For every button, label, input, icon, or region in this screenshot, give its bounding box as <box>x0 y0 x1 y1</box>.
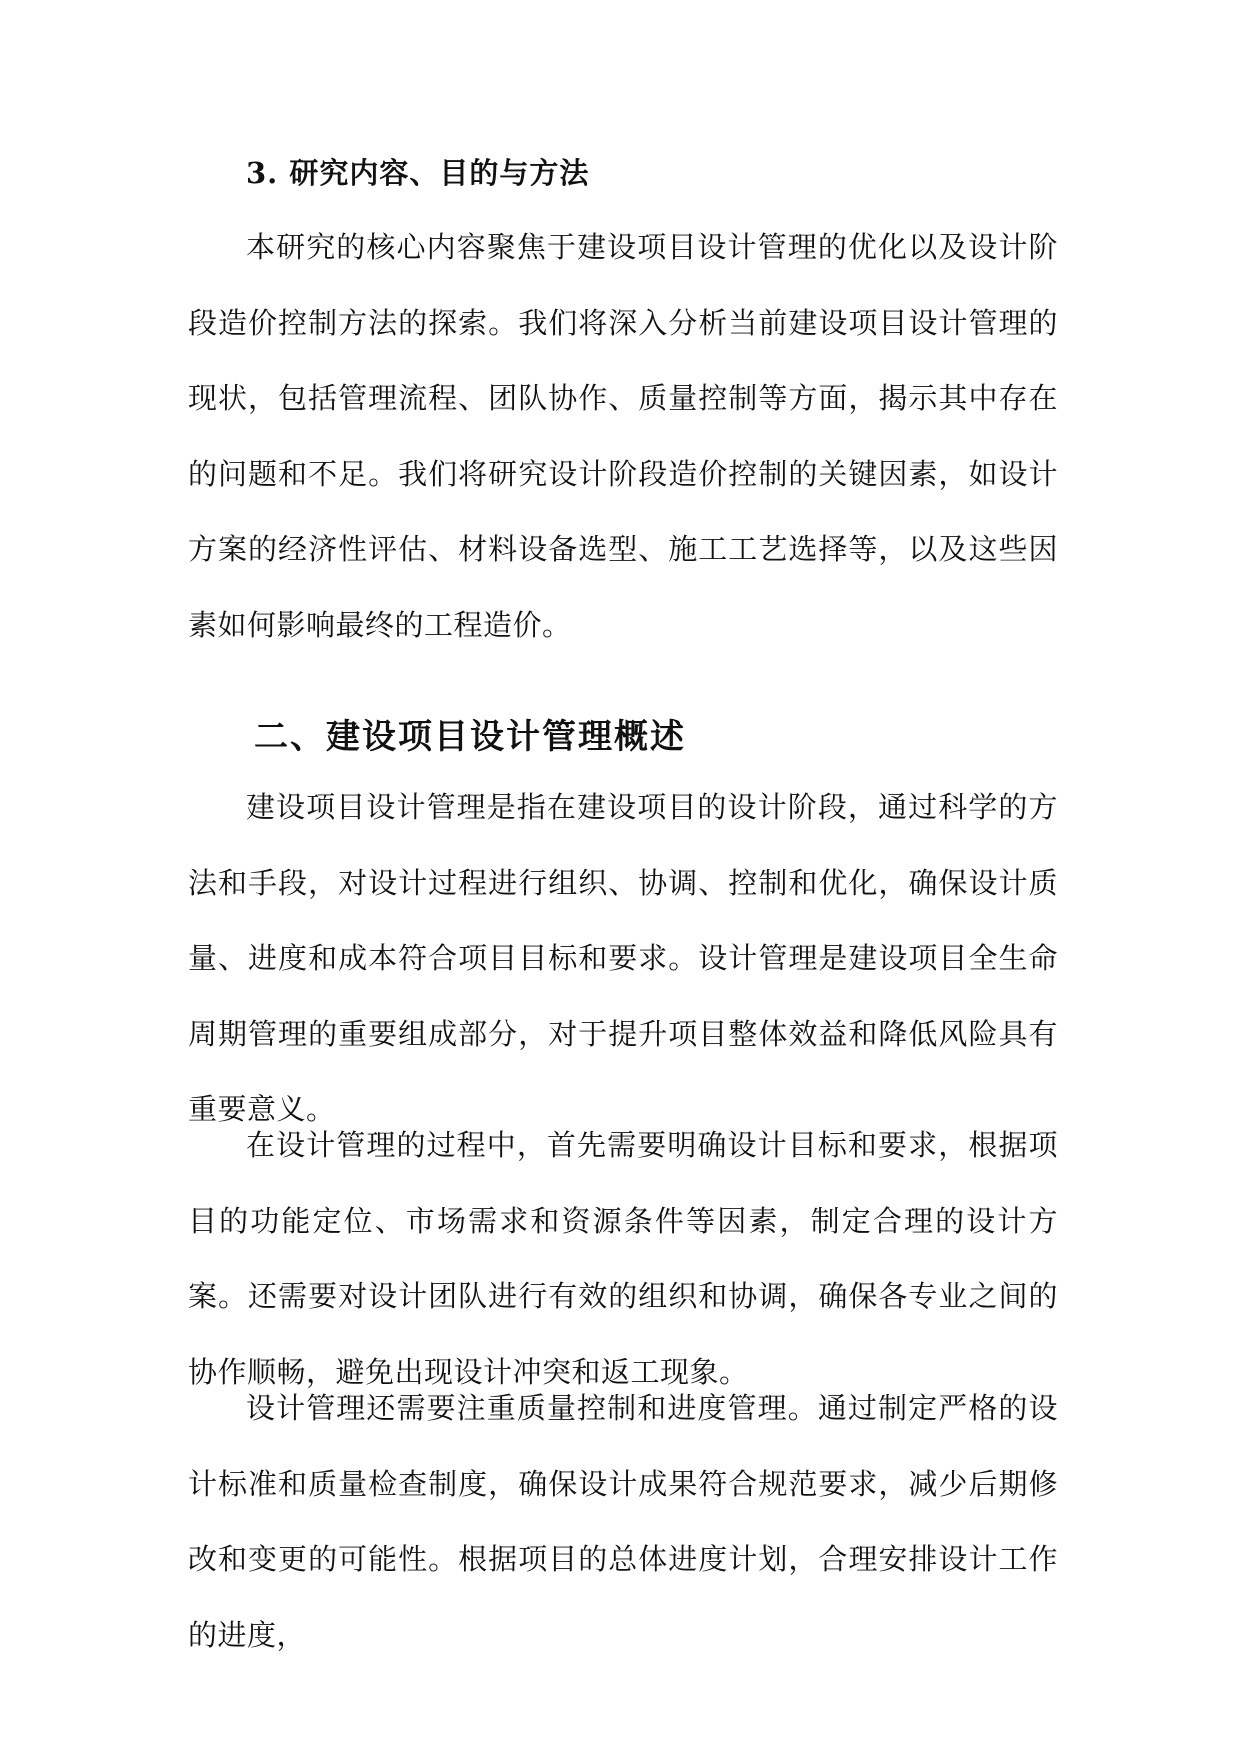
paragraph: 建设项目设计管理是指在建设项目的设计阶段，通过科学的方法和手段，对设计过程进行组织、协调、控制和优化，确保设计质量、进度和成本符合项目目标和要求。设计管理是建设项目全生命周期管理的重要组成部分，对于提升项目整体效益和降低风险具有重要意义。 <box>188 790 1058 1126</box>
section-heading: 3. 研究内容、目的与方法 <box>246 156 590 190</box>
paragraph: 在设计管理的过程中，首先需要明确设计目标和要求，根据项目的功能定位、市场需求和资源条件等因素，制定合理的设计方案。还需要对设计团队进行有效的组织和协调，确保各专业之间的协作顺畅，避免出现设计冲突和返工现象。 <box>188 1128 1058 1389</box>
chapter-heading: 二、建设项目设计管理概述 <box>254 717 686 757</box>
paragraph: 本研究的核心内容聚焦于建设项目设计管理的优化以及设计阶段造价控制方法的探索。我们将深入分析当前建设项目设计管理的现状，包括管理流程、团队协作、质量控制等方面，揭示其中存在的问题和不足。我们将研究设计阶段造价控制的关键因素，如设计方案的经济性评估、材料设备选型、施工工艺选择等，以及这些因素如何影响最终的工程造价。 <box>188 230 1058 642</box>
paragraph: 设计管理还需要注重质量控制和进度管理。通过制定严格的设计标准和质量检查制度，确保设计成果符合规范要求，减少后期修改和变更的可能性。根据项目的总体进度计划，合理安排设计工作的进度， <box>188 1391 1058 1652</box>
